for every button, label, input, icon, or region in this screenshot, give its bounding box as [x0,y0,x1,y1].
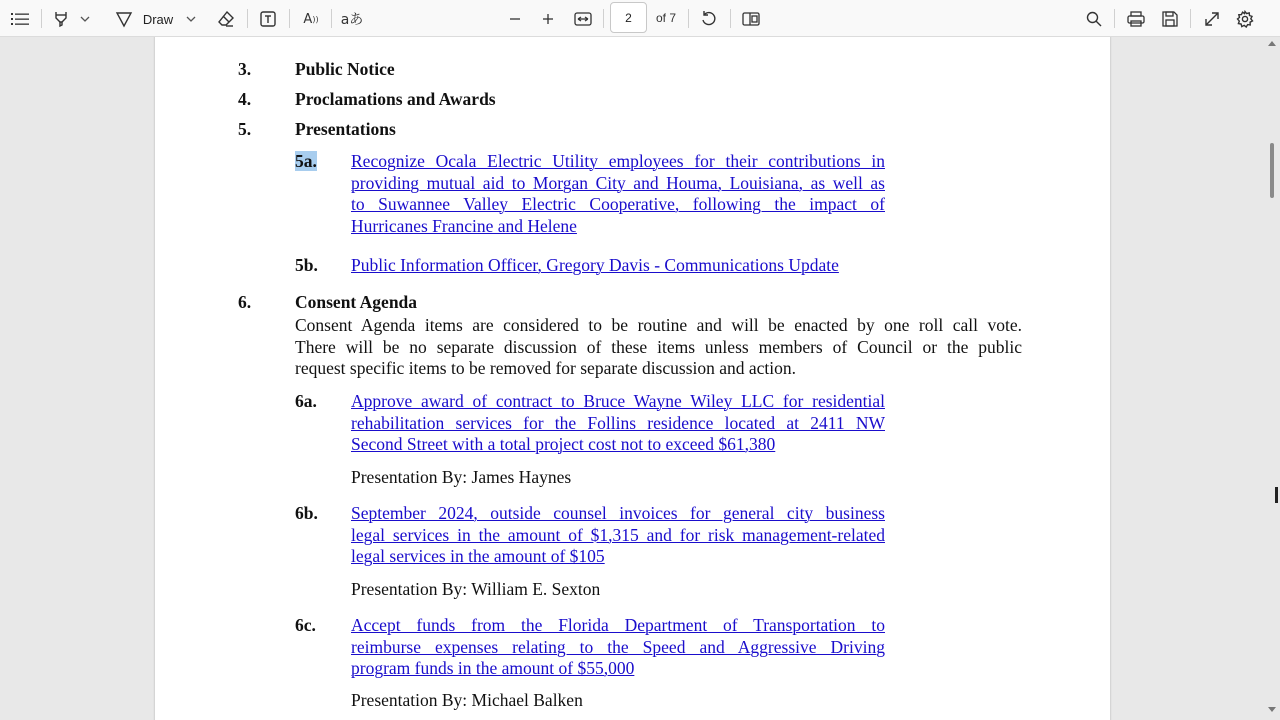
toolbar-separator [41,9,42,28]
presenter: Presentation By: William E. Sexton [351,579,601,599]
scrollbar-thumb[interactable] [1270,143,1274,198]
link-line[interactable]: reimburse expenses relating to the Speed and Aggressive Driving [351,636,885,657]
draw-icon[interactable] [114,6,134,32]
toolbar-separator [1190,9,1191,28]
search-highlight: 5a. [295,151,317,171]
pdf-toolbar [0,0,1280,37]
search-icon[interactable] [1083,6,1105,32]
toolbar-separator [247,9,248,28]
agenda-item-link[interactable] [351,615,885,679]
zoom-in-icon[interactable] [539,6,557,32]
chevron-down-icon[interactable] [184,6,198,32]
page-number-input[interactable] [610,2,647,33]
zoom-out-icon[interactable] [506,6,524,32]
link-line[interactable]: rehabilitation services for the Follins residence located at 2411 NW [351,412,885,433]
text-cursor-icon [1275,487,1278,503]
presenter: Presentation By: Michael Balken [351,690,583,710]
page-view-icon[interactable] [740,6,762,32]
presenter: Presentation By: James Haynes [351,467,572,487]
section-title: Public Notice [295,59,395,79]
scroll-down-icon[interactable] [1268,707,1276,712]
paragraph-line: There will be no separate discussion of these items unless members of Council or the public [295,336,1022,357]
eraser-icon[interactable] [216,6,236,32]
link-line[interactable]: Second Street with a total project cost not to exceed $61,380 [351,434,776,454]
fit-page-icon[interactable] [572,6,594,32]
toolbar-separator [331,9,332,28]
section-number: 5. [238,119,252,139]
link-line[interactable]: providing mutual aid to Morgan City and Houma, Louisiana, as well as [351,172,885,193]
rotate-icon[interactable] [698,6,720,32]
paragraph-line: Consent Agenda items are considered to be routine and will be enacted by one roll call vote. [295,315,1022,335]
toolbar-separator [688,9,689,28]
consent-description [295,315,1022,379]
translate-icon[interactable]: aあ [340,12,364,28]
toolbar-separator [730,9,731,28]
scroll-up-icon[interactable] [1268,41,1276,46]
toolbar-separator [603,9,604,28]
link-line[interactable]: to Suwannee Valley Electric Cooperative, following the impact of [351,194,885,214]
item-number: 6b. [295,503,318,523]
document-viewer[interactable] [0,37,1280,720]
page-total-label: of 7 [656,11,677,25]
text-box-icon[interactable] [257,6,279,32]
link-line[interactable]: Recognize Ocala Electric Utility employees for their contributions in [351,151,885,171]
toolbar-separator [1114,9,1115,28]
agenda-item-link[interactable] [351,391,885,455]
vertical-scrollbar[interactable] [1264,37,1280,720]
agenda-item-link[interactable] [351,151,885,237]
toolbar-separator [289,9,290,28]
item-number: 6c. [295,615,316,635]
paragraph-line: request specific items to be removed for separate discussion and action. [295,358,797,378]
settings-icon[interactable] [1234,6,1256,32]
read-aloud-icon[interactable]: A )) [303,11,319,27]
agenda-item-link[interactable]: Public Information Officer, Gregory Davis - Communications Update [351,255,839,275]
section-number: 4. [238,89,252,109]
section-title: Proclamations and Awards [295,89,496,109]
section-title: Consent Agenda [295,292,418,312]
link-line[interactable]: Approve award of contract to Bruce Wayne Wiley LLC for residential [351,391,885,411]
pdf-page [155,37,1110,720]
expand-icon[interactable] [1201,6,1223,32]
link-line[interactable]: program funds in the amount of $55,000 [351,658,635,678]
item-number: 5b. [295,255,318,275]
contents-icon[interactable] [9,6,31,32]
link-line[interactable]: legal services in the amount of $105 [351,546,605,566]
section-number: 6. [238,292,252,312]
link-line[interactable]: Accept funds from the Florida Department of Transportation to [351,615,885,635]
highlight-icon[interactable] [50,6,72,32]
print-icon[interactable] [1125,6,1147,32]
item-number: 6a. [295,391,317,411]
link-line[interactable]: Hurricanes Francine and Helene [351,215,577,236]
draw-label[interactable]: Draw [142,11,174,27]
save-icon[interactable] [1159,6,1181,32]
link-line[interactable]: September 2024, outside counsel invoices for general city business [351,503,885,523]
section-title: Presentations [295,119,396,139]
section-number: 3. [238,59,252,79]
link-line[interactable]: legal services in the amount of $1,315 and for risk management-related [351,524,885,545]
agenda-item-link[interactable] [351,503,885,567]
chevron-down-icon[interactable] [78,6,92,32]
item-number [295,151,317,172]
